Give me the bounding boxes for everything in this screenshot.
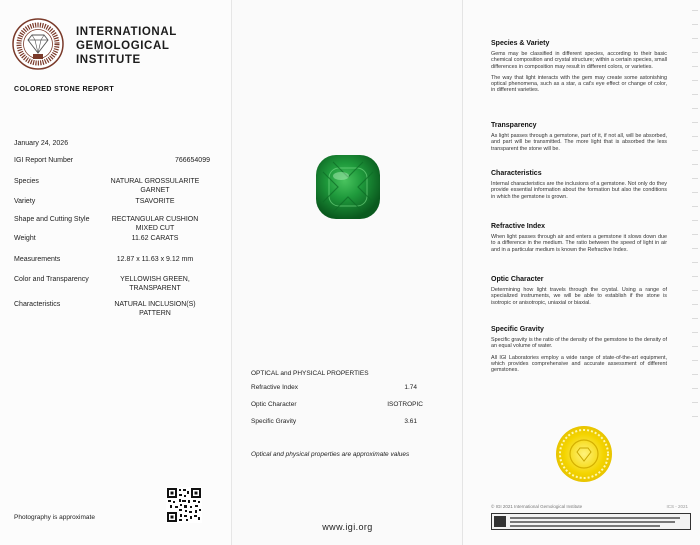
- report-details-panel: INTERNATIONAL GEMOLOGICAL INSTITUTE COLORED STONE REPORT January 24, 2026 IGI Report Number 766654099 Species NATURAL GROSSULARITE GARNET Variety TSAVORITE Shape and Cutting Style RECTANGULAR CUSHION MIXED CUT Weight 11.62 CARATS Measurements 12.87 x 11.63 x 9.12 mm Color and Transparency YELLOWISH GREEN, TRANSPARENT Characteristics NATURAL INCLUSION(S) PATTERN Photography is approximate: [0, 0, 231, 545]
- copyright-note: © IGI 2021 International Gemological Institute: [491, 504, 583, 509]
- gemstone-photo: [313, 152, 383, 222]
- report-code: ICS - 2021: [666, 504, 688, 509]
- disclaimer-box: [491, 513, 691, 530]
- report-type: COLORED STONE REPORT: [14, 86, 115, 93]
- qr-code[interactable]: [166, 487, 202, 523]
- section-refractive-index: Refractive Index When light passes through air and enters a gemstone it slows down due to a difference in the medium. The ratio between the speed of light in air and in a particular medium is known the Refractive Index.: [491, 223, 667, 253]
- optical-properties-title: OPTICAL and PHYSICAL PROPERTIES: [251, 370, 369, 377]
- section-transparency: Transparency As light passes through a gemstone, part of it, if not all, will be absorbed, and part will be transmitted. The more light that is absorbed the less transparent the stone will be.: [491, 122, 667, 152]
- org-name: INTERNATIONAL GEMOLOGICAL INSTITUTE: [76, 26, 177, 66]
- optical-note: Optical and physical properties are approximate values: [251, 451, 410, 458]
- edge-marks: [692, 10, 698, 420]
- section-characteristics: Characteristics Internal characteristics are the inclusions of a gemstone. Not only do they provide essential information about the formation but also the conditions in which the gemstone is grown.: [491, 170, 667, 200]
- glossary-panel: [462, 0, 700, 545]
- gem-photo-panel: OPTICAL and PHYSICAL PROPERTIES Refractive Index 1.74 Optic Character ISOTROPIC Specific Gravity 3.61 Optical and physical properties are approximate values www.igi.org: [231, 0, 462, 545]
- document-icon: [494, 516, 506, 527]
- section-species-variety: Species & Variety Gems may be classified in different species, according to their basic chemical composition and crystal structure; within a certain species, small differences in composition may result in different colors, or varieties. The way that light interacts with the gem may create some astonishing optical phenomena, such as a star, a cat's eye effect or change of color, in different varieties.: [491, 40, 667, 94]
- report-date: January 24, 2026: [14, 140, 69, 147]
- igi-seal-logo: [12, 18, 64, 70]
- hologram-seal: [555, 425, 613, 483]
- website-link[interactable]: www.igi.org: [322, 522, 373, 532]
- section-optic-character: Optic Character Determining how light travels through the crystal. Using a range of specialized instruments, we will be able to establish if the stone is isotropic or anisotropic, uniaxial or biaxial.: [491, 276, 667, 306]
- photography-note: Photography is approximate: [14, 514, 95, 521]
- section-specific-gravity: Specific Gravity Specific gravity is the ratio of the density of the gemstone to the density of an equal volume of water. All IGI Laboratories employ a wide range of state-of-the-art equipment, which provides comprehensive and accurate assessment of different gemstones.: [491, 326, 667, 374]
